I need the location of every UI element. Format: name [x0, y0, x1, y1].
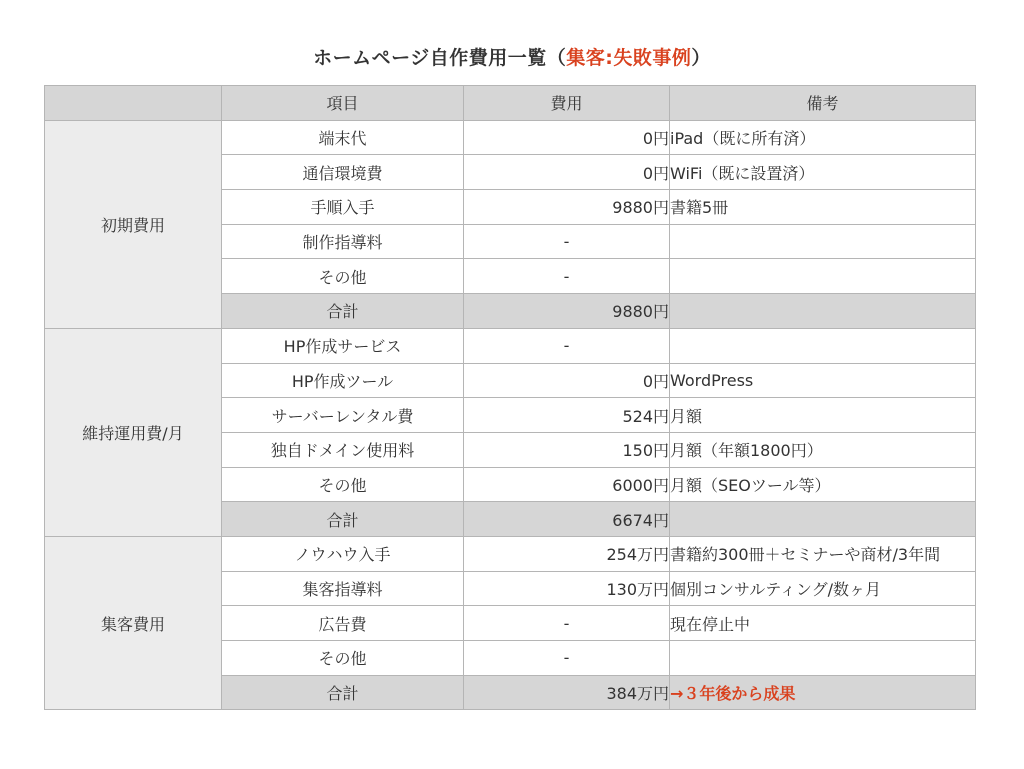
category-maintenance: 維持運用費/月 — [45, 328, 222, 536]
note-cell: WiFi（既に設置済） — [670, 155, 976, 190]
note-cell — [670, 259, 976, 294]
cost-cell: - — [464, 641, 670, 676]
cost-cell: 0円 — [464, 155, 670, 190]
total-cost: 9880円 — [464, 294, 670, 329]
item-cell: ノウハウ入手 — [222, 536, 464, 571]
item-cell: HP作成ツール — [222, 363, 464, 398]
total-cost: 6674円 — [464, 502, 670, 537]
item-cell: 制作指導料 — [222, 224, 464, 259]
cost-cell: 130万円 — [464, 571, 670, 606]
header-cost: 費用 — [464, 86, 670, 121]
cost-cell: 9880円 — [464, 190, 670, 225]
total-label: 合計 — [222, 502, 464, 537]
item-cell: 集客指導料 — [222, 571, 464, 606]
total-cost: 384万円 — [464, 675, 670, 710]
header-row — [45, 86, 976, 121]
cost-cell: - — [464, 259, 670, 294]
item-cell: 広告費 — [222, 606, 464, 641]
category-initial: 初期費用 — [45, 120, 222, 328]
cost-table — [44, 85, 976, 710]
note-cell — [670, 328, 976, 363]
title-accent: 集客:失敗事例 — [566, 47, 692, 69]
item-cell: その他 — [222, 259, 464, 294]
header-category — [45, 86, 222, 121]
table-row — [45, 536, 976, 571]
item-cell: 手順入手 — [222, 190, 464, 225]
item-cell: HP作成サービス — [222, 328, 464, 363]
item-cell: その他 — [222, 467, 464, 502]
cost-cell: 150円 — [464, 432, 670, 467]
note-cell: 月額（年額1800円） — [670, 432, 976, 467]
note-cell: 個別コンサルティング/数ヶ月 — [670, 571, 976, 606]
note-cell: 現在停止中 — [670, 606, 976, 641]
header-note: 備考 — [670, 86, 976, 121]
note-cell — [670, 641, 976, 676]
cost-cell: 0円 — [464, 120, 670, 155]
note-cell: 月額 — [670, 398, 976, 433]
item-cell: 通信環境費 — [222, 155, 464, 190]
item-cell: サーバーレンタル費 — [222, 398, 464, 433]
cost-cell: - — [464, 606, 670, 641]
cost-cell: 6000円 — [464, 467, 670, 502]
note-cell: 月額（SEOツール等） — [670, 467, 976, 502]
note-cell: 書籍5冊 — [670, 190, 976, 225]
item-cell: 独自ドメイン使用料 — [222, 432, 464, 467]
category-marketing: 集客費用 — [45, 536, 222, 709]
total-note — [670, 294, 976, 329]
note-cell — [670, 224, 976, 259]
cost-cell: 254万円 — [464, 536, 670, 571]
total-note — [670, 502, 976, 537]
note-cell: iPad（既に所有済） — [670, 120, 976, 155]
note-cell: WordPress — [670, 363, 976, 398]
note-cell: 書籍約300冊＋セミナーや商材/3年間 — [670, 536, 976, 571]
table-row — [45, 120, 976, 155]
page-title — [0, 43, 1024, 70]
title-close: ） — [691, 47, 711, 69]
cost-cell: - — [464, 328, 670, 363]
total-note-result: →３年後から成果 — [670, 675, 976, 710]
item-cell: 端末代 — [222, 120, 464, 155]
cost-cell: 0円 — [464, 363, 670, 398]
total-label: 合計 — [222, 675, 464, 710]
item-cell: その他 — [222, 641, 464, 676]
total-label: 合計 — [222, 294, 464, 329]
title-main: ホームページ自作費用一覧（ — [313, 47, 567, 69]
table-row — [45, 328, 976, 363]
header-item: 項目 — [222, 86, 464, 121]
cost-cell: - — [464, 224, 670, 259]
cost-cell: 524円 — [464, 398, 670, 433]
